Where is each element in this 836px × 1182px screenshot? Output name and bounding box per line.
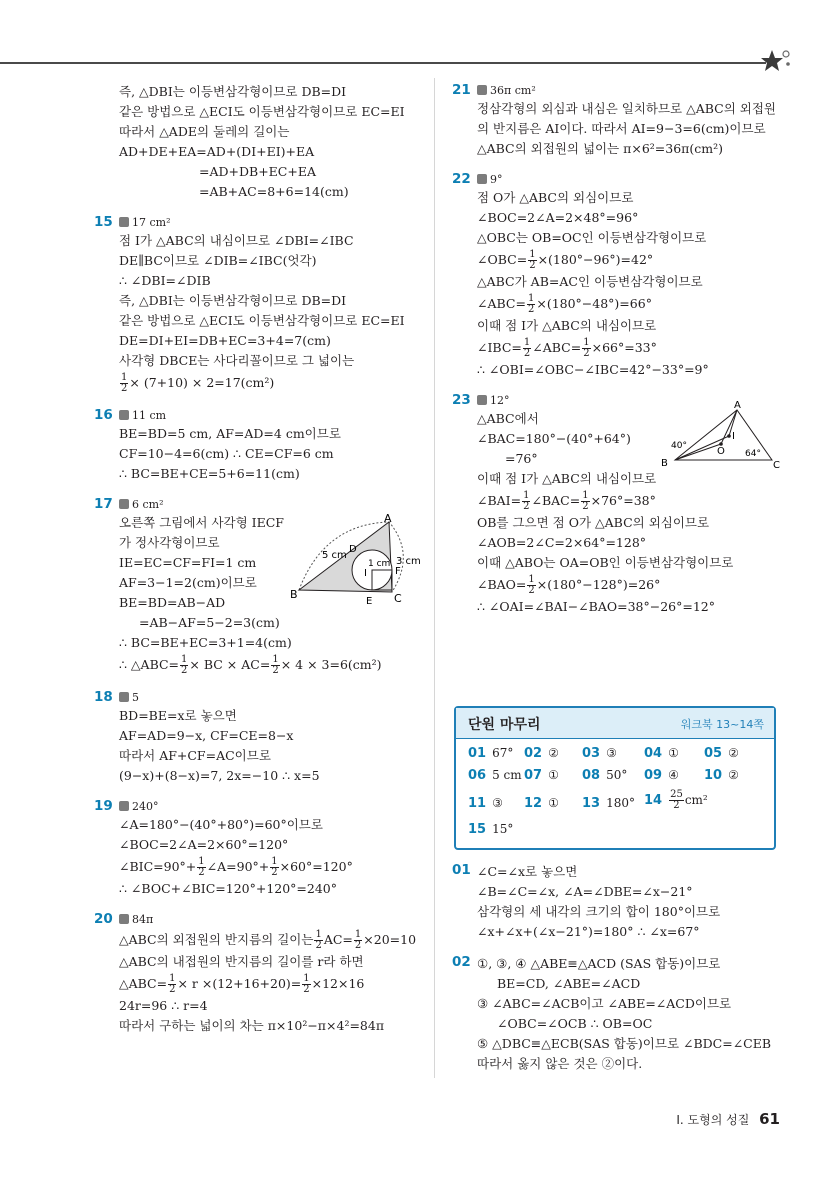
text-line: BE=CD, ∠ABE=∠ACD — [497, 976, 641, 991]
problem-number: 20 — [94, 911, 113, 927]
label-5cm: 5 cm — [322, 550, 347, 561]
answer — [119, 691, 139, 704]
problem-15 — [94, 214, 424, 395]
figure-17 — [290, 512, 424, 614]
text-line: 정삼각형의 외심과 내심은 일치하므로 △ABC의 외접원 — [477, 101, 776, 116]
fraction: $\frac{1}{2}$ — [583, 337, 590, 359]
text-line: BE=BD=AB−AD — [119, 595, 226, 610]
text-line: △OBC는 OB=OC인 이등변삼각형이므로 — [477, 230, 707, 245]
right-column — [452, 82, 782, 629]
problem-22 — [452, 171, 782, 380]
problem-number: 17 — [94, 496, 113, 512]
label-E: E — [366, 596, 373, 607]
answer-badge-icon — [119, 692, 129, 702]
text-line: △ABC의 외접원의 넓이는 π×6²=36π(cm²) — [477, 141, 724, 156]
label-I: I — [732, 431, 735, 442]
text-line: 따라서 △ADE의 둘레의 길이는 — [119, 124, 290, 139]
text-line: =AB+AC=8+6=14(cm) — [199, 184, 349, 199]
fraction: $\frac{1}{2}$ — [181, 654, 188, 676]
text-line: 이때 점 I가 △ABC의 내심이므로 — [477, 318, 657, 333]
answer-value: 12° — [490, 394, 510, 407]
fraction: $\frac{1}{2}$ — [528, 574, 535, 596]
problem-number: 15 — [94, 214, 113, 230]
text-line: 즉, △DBI는 이등변삼각형이므로 DB=DI — [119, 293, 347, 308]
answer-value: 11 cm — [132, 409, 167, 422]
answer-cell: 02 ② — [524, 746, 559, 761]
problem-19 — [94, 798, 424, 899]
problem-number: 21 — [452, 82, 471, 98]
fraction: $\frac{1}{2}$ — [315, 929, 322, 951]
text-line: ∴ BC=BE+CE=5+6=11(cm) — [119, 466, 300, 481]
answer-value: 9° — [490, 173, 503, 186]
page-footer — [676, 1110, 780, 1128]
text-line: (9−x)+(8−x)=7, 2x=−10 ∴ x=5 — [119, 768, 320, 783]
text-line: IE=EC=CF=FI=1 cm — [119, 555, 257, 570]
answer-badge-icon — [119, 914, 129, 924]
answer-cell: 03 ③ — [582, 746, 617, 761]
problem-number: 16 — [94, 407, 113, 423]
text-line: 삼각형의 세 내각의 크기의 합이 180°이므로 — [477, 904, 721, 919]
fraction: $\frac{1}{2}$ — [272, 654, 279, 676]
text-line: 같은 방법으로 △ECI도 이등변삼각형이므로 EC=EI — [119, 313, 405, 328]
text-line: ∠BAI= $\frac{1}{2}$ ∠BAC= $\frac{1}{2}$ ×76°=38° — [477, 490, 656, 512]
problem-number: 02 — [452, 954, 471, 970]
answer-cell: 05 ② — [704, 746, 739, 761]
problem-14-continued — [94, 82, 424, 202]
fraction: $\frac{1}{2}$ — [303, 973, 310, 995]
review-02 — [452, 954, 782, 1074]
problem-23 — [452, 392, 782, 617]
answer-cell: 09 ④ — [644, 768, 679, 783]
fraction: $\frac{1}{2}$ — [271, 856, 278, 878]
review-solutions — [452, 862, 782, 1086]
text-line: $\frac{1}{2}$ × (7+10) × 2=17(cm²) — [121, 372, 275, 394]
text-line: 24r=96 ∴ r=4 — [119, 998, 208, 1013]
text-line: ∠OBC=∠OCB ∴ OB=OC — [497, 1016, 653, 1031]
answer-value: 6 cm² — [132, 498, 164, 511]
text-line: 따라서 옳지 않은 것은 ②이다. — [477, 1056, 643, 1071]
text-line: ∠IBC= $\frac{1}{2}$ ∠ABC= $\frac{1}{2}$ ×66°=33° — [477, 337, 657, 359]
text-line: ∠AOB=2∠C=2×64°=128° — [477, 535, 647, 550]
answer-cell: 07 ① — [524, 768, 559, 783]
answer — [119, 913, 153, 926]
text-line: ∠ABC= $\frac{1}{2}$ ×(180°−48°)=66° — [477, 293, 652, 315]
star-icon — [760, 46, 794, 76]
answer-value: 240° — [132, 800, 159, 813]
left-column — [94, 82, 424, 1048]
chapter-name: I. 도형의 성질 — [676, 1113, 750, 1127]
problem-18 — [94, 689, 424, 786]
text-line: 따라서 AF+CF=AC이므로 — [119, 748, 271, 763]
problem-16 — [94, 407, 424, 484]
problem-number: 01 — [452, 862, 471, 878]
text-line: ∠BAC=180°−(40°+64°) — [477, 431, 631, 446]
label-A: A — [384, 512, 392, 525]
text-line: 오른쪽 그림에서 사각형 IECF — [119, 515, 284, 530]
answer-cell: 12 ① — [524, 796, 559, 811]
text-line: 점 I가 △ABC의 내심이므로 ∠DBI=∠IBC — [119, 233, 354, 248]
text-line: ∴ ∠BOC+∠BIC=120°+120°=240° — [119, 881, 338, 896]
text-line: ⑤ △DBC≡△ECB(SAS 합동)이므로 ∠BDC=∠CEB — [477, 1036, 772, 1051]
answer-cell: 14 $\frac{25}{2}$ cm² — [644, 789, 708, 811]
fraction: $\frac{1}{2}$ — [529, 249, 536, 271]
fraction: $\frac{25}{2}$ — [670, 789, 683, 811]
fraction: $\frac{1}{2}$ — [198, 856, 205, 878]
page-number: 61 — [759, 1110, 780, 1128]
answer-cell: 15 15° — [468, 822, 514, 837]
answer-badge-icon — [119, 410, 129, 420]
unit-review-header — [456, 708, 774, 739]
text-line: △ABC의 외접원의 반지름의 길이는 $\frac{1}{2}$ AC= $\frac{1}{2}$ ×20=10 — [119, 929, 417, 951]
label-B: B — [290, 588, 298, 601]
label-D: D — [349, 544, 357, 555]
fraction: $\frac{1}{2}$ — [582, 490, 589, 512]
answer — [119, 216, 171, 229]
text-line: 같은 방법으로 △ECI도 이등변삼각형이므로 EC=EI — [119, 104, 405, 119]
label-40: 40° — [671, 441, 687, 451]
label-3cm: 3 cm — [396, 556, 421, 567]
text-line: 점 O가 △ABC의 외심이므로 — [477, 190, 634, 205]
label-F: F — [395, 566, 401, 577]
answer-badge-icon — [119, 801, 129, 811]
text-line: ∴ ∠DBI=∠DIB — [119, 273, 211, 288]
label-C: C — [773, 460, 780, 471]
answer-cell: 06 5 cm — [468, 768, 522, 783]
label-1cm: 1 cm — [368, 559, 391, 569]
problem-number: 19 — [94, 798, 113, 814]
answer — [477, 173, 503, 186]
text-line: ∴ △ABC= $\frac{1}{2}$ × BC × AC= $\frac{1}{2}$ × 4 × 3=6(cm²) — [119, 654, 382, 676]
text-line: △ABC가 AB=AC인 이등변삼각형이므로 — [477, 274, 703, 289]
answer — [119, 409, 166, 422]
text-line: ∠C=∠x로 놓으면 — [477, 864, 578, 879]
text-line: BD=BE=x로 놓으면 — [119, 708, 237, 723]
problem-21 — [452, 82, 782, 159]
text-line: 가 정사각형이므로 — [119, 535, 220, 550]
text-line: 의 반지름은 AI이다. 따라서 AI=9−3=6(cm)이므로 — [477, 121, 766, 136]
answer-badge-icon — [119, 499, 129, 509]
answer-badge-icon — [477, 174, 487, 184]
answer-badge-icon — [477, 395, 487, 405]
unit-review-box — [454, 706, 776, 850]
text-line: =76° — [505, 451, 538, 466]
text-line: BE=BD=5 cm, AF=AD=4 cm이므로 — [119, 426, 341, 441]
figure-23 — [657, 400, 782, 476]
text-line: =AD+DB+EC+EA — [199, 164, 316, 179]
answer-value: 5 — [132, 691, 139, 704]
fraction: $\frac{1}{2}$ — [169, 973, 176, 995]
text-line: DE=DI+EI=DB+EC=3+4=7(cm) — [119, 333, 331, 348]
fraction: $\frac{1}{2}$ — [527, 293, 535, 315]
text-line: AF=3−1=2(cm)이므로 — [119, 575, 257, 590]
text-line: ∴ ∠OAI=∠BAI−∠BAO=38°−26°=12° — [477, 599, 716, 614]
unit-review-title: 단원 마무리 — [468, 717, 541, 733]
text-line: 즉, △DBI는 이등변삼각형이므로 DB=DI — [119, 84, 347, 99]
answer-badge-icon — [119, 217, 129, 227]
fraction: $\frac{1}{2}$ — [523, 490, 530, 512]
top-rule — [0, 62, 766, 64]
text-line: 이때 △ABO는 OA=OB인 이등변삼각형이므로 — [477, 555, 734, 570]
problem-number: 23 — [452, 392, 471, 408]
answer-cell: 04 ① — [644, 746, 679, 761]
answer-cell: 13 180° — [582, 796, 635, 811]
text-line: △ABC의 내접원의 반지름의 길이를 r라 하면 — [119, 954, 364, 969]
label-64: 64° — [745, 449, 761, 459]
problem-number: 22 — [452, 171, 471, 187]
problem-17 — [94, 496, 424, 677]
text-line: 사각형 DBCE는 사다리꼴이므로 그 넓이는 — [119, 353, 355, 368]
answer — [477, 84, 536, 97]
text-line: ∠BAO= $\frac{1}{2}$ ×(180°−128°)=26° — [477, 574, 661, 596]
label-I: I — [364, 568, 367, 579]
text-line: ∠A=180°−(40°+80°)=60°이므로 — [119, 817, 323, 832]
text-line: △ABC에서 — [477, 411, 539, 426]
workbook-reference: 워크북 13~14쪽 — [680, 718, 764, 731]
label-O: O — [717, 446, 725, 457]
text-line: ③ ∠ABC=∠ACB이고 ∠ABE=∠ACD이므로 — [477, 996, 732, 1011]
text-line: 이때 점 I가 △ABC의 내심이므로 — [477, 471, 657, 486]
text-line: ∠BOC=2∠A=2×48°=96° — [477, 210, 639, 225]
text-line: △ABC= $\frac{1}{2}$ × r ×(12+16+20)= $\frac{1}{2}$ ×12×16 — [119, 973, 365, 995]
fraction: $\frac{1}{2}$ — [121, 372, 128, 394]
answer — [119, 498, 164, 511]
column-divider — [434, 78, 435, 1078]
fraction: $\frac{1}{2}$ — [354, 929, 362, 951]
label-B: B — [661, 458, 668, 469]
text-line: ∠BOC=2∠A=2×60°=120° — [119, 837, 289, 852]
text-line: DE∥BC이므로 ∠DIB=∠IBC(엇각) — [119, 253, 317, 268]
text-line: ∠OBC= $\frac{1}{2}$ ×(180°−96°)=42° — [477, 249, 654, 271]
text-line: ①, ③, ④ △ABE≡△ACD (SAS 합동)이므로 — [477, 956, 721, 971]
text-line: ∠x+∠x+(∠x−21°)=180° ∴ ∠x=67° — [477, 924, 700, 939]
answer-badge-icon — [477, 85, 487, 95]
answer — [119, 800, 159, 813]
label-C: C — [394, 592, 402, 605]
review-01 — [452, 862, 782, 942]
answer-cell: 10 ② — [704, 768, 739, 783]
label-A: A — [734, 400, 741, 411]
problem-number: 18 — [94, 689, 113, 705]
text-line: 따라서 구하는 넓이의 차는 π×10²−π×4²=84π — [119, 1018, 385, 1033]
text-line: AF=AD=9−x, CF=CE=8−x — [119, 728, 294, 743]
answer-value: 17 cm² — [132, 216, 171, 229]
answer — [477, 394, 510, 407]
answer-cell: 01 67° — [468, 746, 514, 761]
problem-20 — [94, 911, 424, 1036]
text-line: CF=10−4=6(cm) ∴ CE=CF=6 cm — [119, 446, 334, 461]
text-line: ∠B=∠C=∠x, ∠A=∠DBE=∠x−21° — [477, 884, 693, 899]
answer-value: 36π cm² — [490, 84, 536, 97]
text-line: ∴ ∠OBI=∠OBC−∠IBC=42°−33°=9° — [477, 362, 709, 377]
text-line: AD+DE+EA=AD+(DI+EI)+EA — [119, 144, 315, 159]
text-line: ∴ BC=BE+EC=3+1=4(cm) — [119, 635, 292, 650]
text-line: OB를 그으면 점 O가 △ABC의 외심이므로 — [477, 515, 710, 530]
fraction: $\frac{1}{2}$ — [523, 337, 531, 359]
text-line: ∠BIC=90°+ $\frac{1}{2}$ ∠A=90°+ $\frac{1}{2}$ ×60°=120° — [119, 856, 353, 878]
answer-cell: 11 ③ — [468, 796, 503, 811]
answer-value: 84π — [132, 913, 154, 926]
text-line: =AB−AF=5−2=3(cm) — [139, 615, 280, 630]
answer-cell: 08 50° — [582, 768, 628, 783]
